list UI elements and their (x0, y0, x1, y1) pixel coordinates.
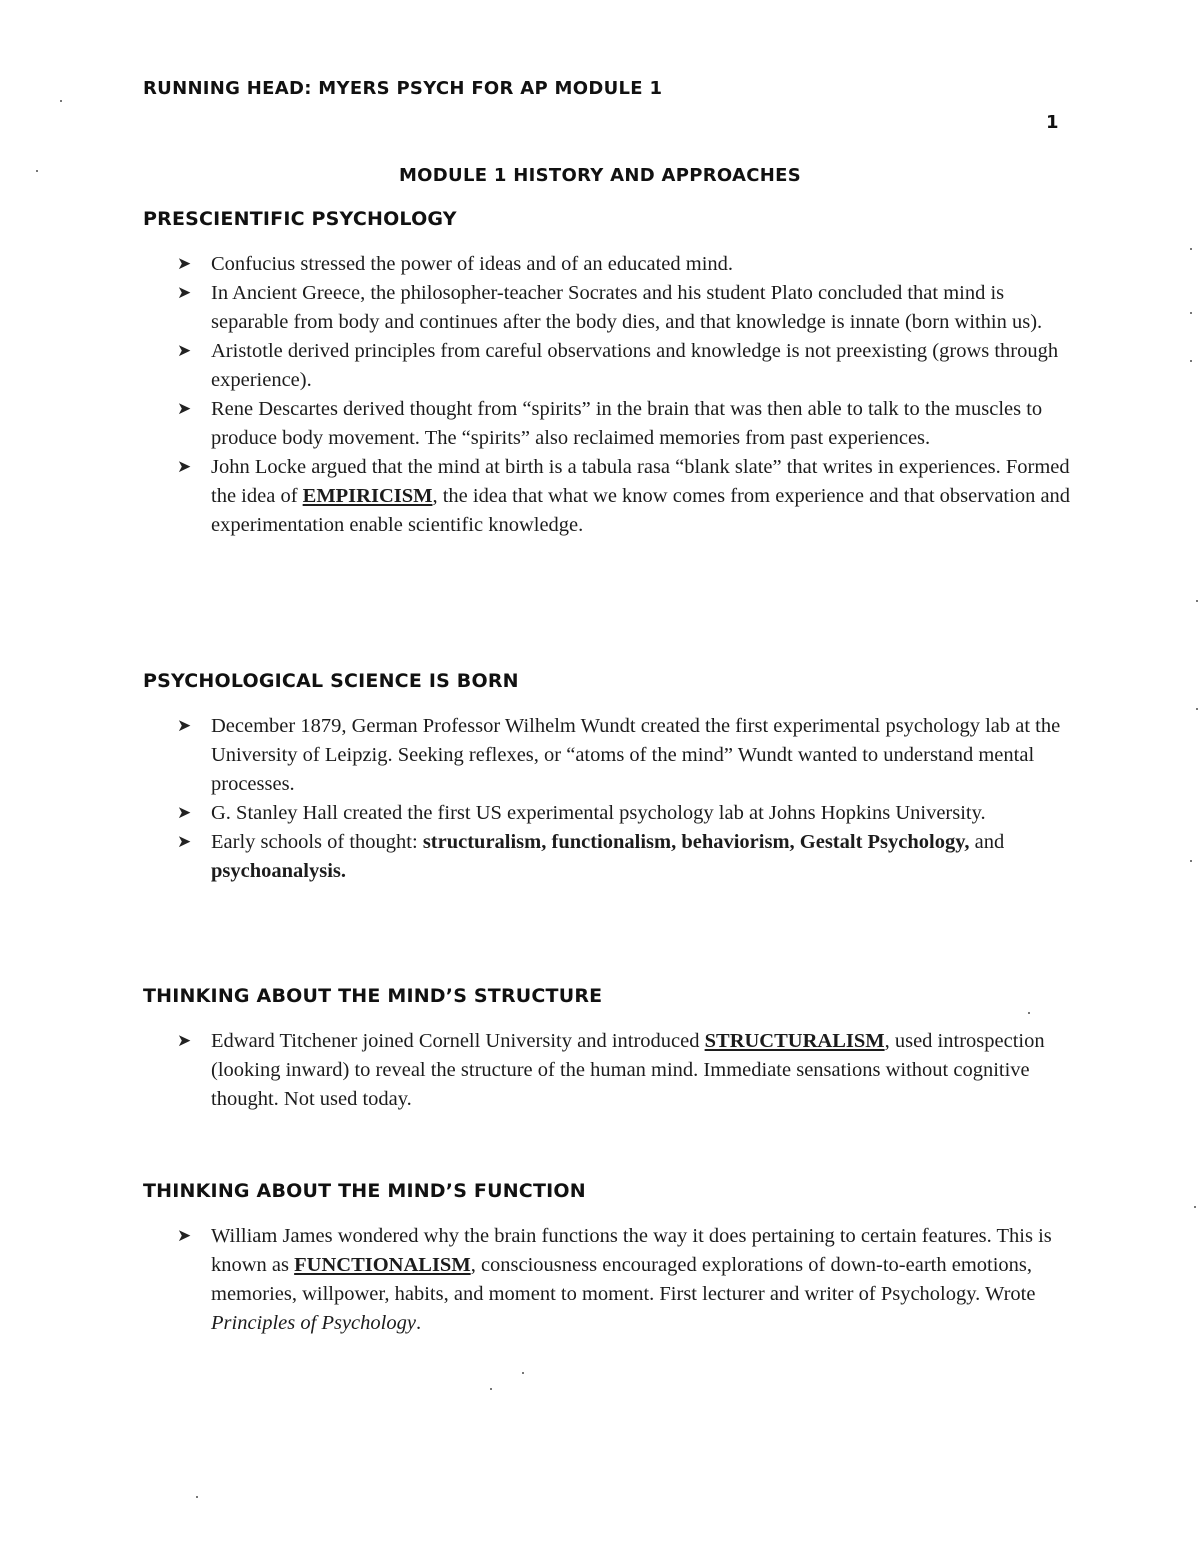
schools-of-thought-list: structuralism, functionalism, behaviorism, Gestalt Psychology, (422, 831, 970, 853)
scan-speck (196, 1496, 198, 1498)
bullet-item (143, 279, 1073, 337)
section-heading: PSYCHOLOGICAL SCIENCE IS BORN (143, 670, 519, 692)
bullet-item (143, 1027, 1073, 1114)
bullet-text-mid: and (969, 831, 1005, 853)
bullet-text-end: . (415, 1312, 422, 1334)
scan-speck (1190, 360, 1192, 362)
bullet-item (143, 453, 1073, 540)
bullet-item (143, 337, 1073, 395)
bullet-text-before: Edward Titchener joined Cornell University and introduced (211, 1030, 705, 1052)
arrow-bullet-icon: ➤ (177, 716, 192, 736)
school-psychoanalysis: psychoanalysis. (211, 860, 347, 882)
scan-speck (36, 170, 38, 172)
key-term-empiricism: EMPIRICISM (302, 485, 433, 507)
arrow-bullet-icon: ➤ (177, 254, 192, 274)
section-heading: THINKING ABOUT THE MIND’S STRUCTURE (143, 985, 603, 1007)
scan-speck (1190, 312, 1192, 314)
scan-speck (1190, 248, 1192, 250)
scan-speck (1028, 1012, 1030, 1014)
scan-speck (1196, 708, 1198, 710)
bullet-text: Rene Descartes derived thought from “spirits” in the brain that was then able to talk to the muscles to produce body movement. The “spirits” also reclaimed memories from past experiences. (211, 398, 1043, 449)
section-heading: THINKING ABOUT THE MIND’S FUNCTION (143, 1180, 586, 1202)
section-heading: PRESCIENTIFIC PSYCHOLOGY (143, 208, 457, 230)
arrow-bullet-icon: ➤ (177, 1031, 192, 1051)
bullet-item (143, 1222, 1073, 1338)
bullet-text: Confucius stressed the power of ideas and of an educated mind. (211, 253, 734, 275)
bullet-list (143, 712, 1073, 886)
scan-speck (1196, 600, 1198, 602)
scan-speck (60, 100, 62, 102)
bullet-text: December 1879, German Professor Wilhelm Wundt created the first experimental psychology lab at the University of Leipzig. Seeking reflexes, or “atoms of the mind” Wundt wanted to understand mental processes. (211, 715, 1061, 795)
scan-speck (522, 1372, 524, 1374)
bullet-text-after: , used introspection (looking inward) to reveal the structure of the human mind. Immediate sensations without cognitive thought. Not used today. (211, 1030, 1045, 1110)
bullet-text: In Ancient Greece, the philosopher-teacher Socrates and his student Plato concluded that mind is separable from body and continues after the body dies, and that knowledge is innate (born within us). (211, 282, 1043, 333)
scan-speck (1194, 1206, 1196, 1208)
arrow-bullet-icon: ➤ (177, 399, 192, 419)
arrow-bullet-icon: ➤ (177, 803, 192, 823)
bullet-text-before: John Locke argued that the mind at birth is a tabula rasa “blank slate” that writes in experiences. Formed the idea of (211, 456, 1070, 507)
bullet-text: G. Stanley Hall created the first US experimental psychology lab at Johns Hopkins University. (211, 802, 986, 824)
bullet-list (143, 250, 1073, 540)
bullet-item (143, 712, 1073, 799)
section-minds-structure (143, 985, 1073, 1114)
bullet-text-after: , the idea that what we know comes from experience and that observation and experimentation enable scientific knowledge. (211, 485, 1071, 536)
arrow-bullet-icon: ➤ (177, 1226, 192, 1246)
bullet-item (143, 799, 1073, 828)
page-number: 1 (1046, 112, 1059, 133)
book-title: Principles of Psychology (211, 1312, 416, 1334)
bullet-text-before: Early schools of thought: (211, 831, 423, 853)
scan-speck (490, 1388, 492, 1390)
key-term-functionalism: FUNCTIONALISM (294, 1254, 471, 1276)
key-term-structuralism: STRUCTURALISM (704, 1030, 885, 1052)
bullet-item (143, 395, 1073, 453)
section-psychological-science-is-born (143, 670, 1073, 886)
bullet-list (143, 1222, 1073, 1338)
arrow-bullet-icon: ➤ (177, 341, 192, 361)
section-minds-function (143, 1180, 1073, 1338)
bullet-item (143, 250, 1073, 279)
arrow-bullet-icon: ➤ (177, 283, 192, 303)
scan-speck (1190, 860, 1192, 862)
bullet-text: Aristotle derived principles from careful observations and knowledge is not preexisting (grows through experience). (211, 340, 1059, 391)
bullet-text-after: , consciousness encouraged explorations of down-to-earth emotions, memories, willpower, habits, and moment to moment. First lecturer and writer of Psychology. Wrote (211, 1254, 1036, 1305)
arrow-bullet-icon: ➤ (177, 457, 192, 477)
running-head: RUNNING HEAD: MYERS PSYCH FOR AP MODULE 1 (143, 78, 663, 99)
bullet-list (143, 1027, 1073, 1114)
bullet-item (143, 828, 1073, 886)
bullet-text-before: William James wondered why the brain functions the way it does pertaining to certain features. This is known as (211, 1225, 1052, 1276)
module-title: MODULE 1 HISTORY AND APPROACHES (398, 165, 802, 186)
arrow-bullet-icon: ➤ (177, 832, 192, 852)
section-prescientific-psychology (143, 208, 1073, 540)
